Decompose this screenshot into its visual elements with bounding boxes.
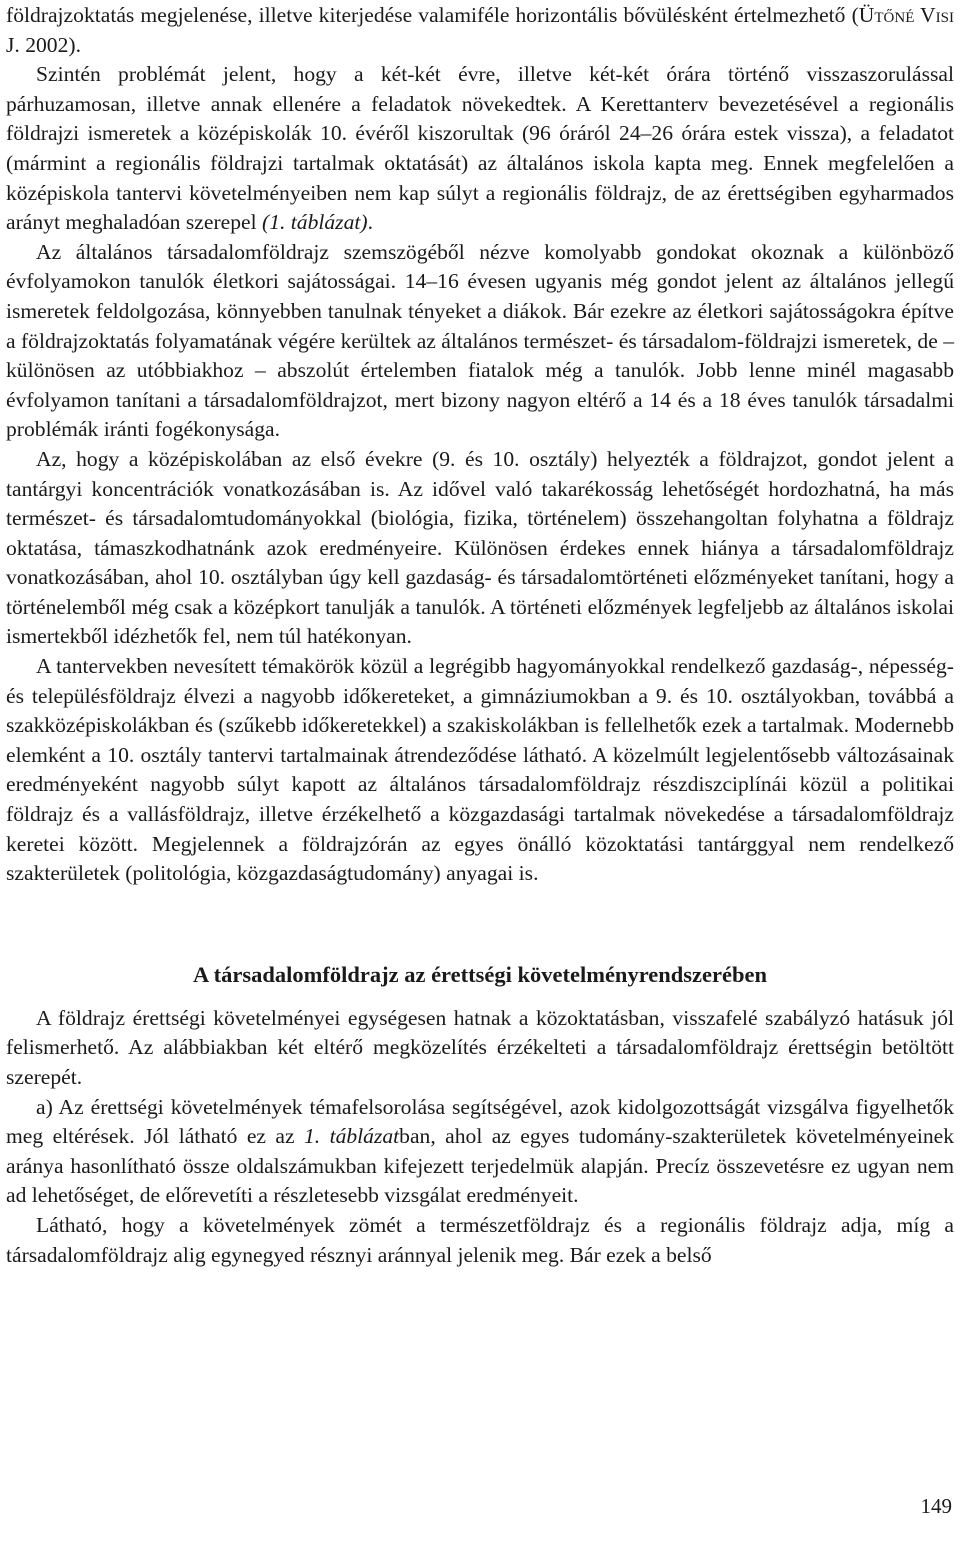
paragraph: a) Az érettségi követelmények témafelsorolása segítségével, azok kidolgozottságát vizsgálva figyelhetők meg eltérések. Jól látható ez az 1. táblázatban, ahol az egyes tudomány-szakterületek követelményeinek aránya hasonlítható össze oldalszámukban kifejezett terjedelmük alapján. Precíz összevetésre ez ugyan nem ad lehetőséget, de előrevetíti a részletesebb vizsgálat eredményeit. [6,1094,954,1208]
body-text-section-2 [6,1004,954,1270]
paragraph: Az általános társadalomföldrajz szemszögéből nézve komolyabb gondokat okoznak a különböző évfolyamokon tanulók életkori sajátosságai. 14–16 évesen ugyanis még gondot jelent az általános jellegű ismeretek feldolgozása, könnyebben tanulnak tényeket a diákok. Bár ezekre az életkori sajátosságokra építve a földrajzoktatás folyamatának végére kerültek az általános természet- és társadalom-földrajzi ismeretek, de – különösen az utóbbiakhoz – abszolút értelemben fiatalok még a tanulók. Jobb lenne minél magasabb évfolyamon tanítani a társadalomföldrajzot, mert bizony nagyon eltérő a 14 és a 18 éves tanulók társadalmi problémák iránti fogékonysága. [6,239,954,442]
paragraph: Látható, hogy a követelmények zömét a természetföldrajz és a regionális földrajz adja, míg a társadalomföldrajz alig egynegyed résznyi aránnyal jelenik meg. Bár ezek a belső [6,1212,954,1267]
paragraph: Az, hogy a középiskolában az első évekre (9. és 10. osztály) helyezték a földrajzot, gondot jelent a tantárgyi koncentrációk vonatkozásában is. Az idővel való takarékosság lehetőségét hordozhatná, ha más természet- és társadalomtudományokkal (biológia, fizika, történelem) összehangoltan folyhatna a földrajz oktatása, támaszkodhatnánk azok eredményeire. Különösen érdekes ennek hiánya a társadalomföldrajz vonatkozásában, ahol 10. osztályban úgy kell gazdaság- és társadalomtörténeti előzményeket tanítani, hogy a történelemből még csak a középkort tanulják a tanulók. A történeti előzmények legfeljebb az általános iskolai ismertekből idézhetők fel, nem túl hatékonyan. [6,446,954,649]
section-heading: A társadalomföldrajz az érettségi követelményrendszerében [192,961,768,987]
paragraph: földrajzoktatás megjelenése, illetve kiterjedése valamiféle horizontális bővülésként értelmezhető (Ütőné Visi J. 2002). [6,3,954,57]
page-number: 149 [920,1494,952,1518]
page-body [6,0,954,1270]
paragraph: A tantervekben nevesített témakörök közül a legrégibb hagyományokkal rendelkező gazdaság-, népesség- és településföldrajz élvezi a nagyobb időkereteket, a gimnáziumokban a 9. és 10. osztályokban, továbbá a szakközépiskolákban és (szűkebb időkeretekkel) a szakiskolákban is fellelhetők ezek a tartalmak. Modernebb elemként a 10. osztály tantervi tartalmainak átrendeződése látható. A közelmúlt legjelentősebb változásainak eredményeként nagyobb súlyt kapott az általános társadalomföldrajz részdiszciplínái közül a politikai földrajz és a vallásföldrajz, illetve érzékelhető a közgazdasági tartalmak növekedése a társadalomföldrajz keretei között. Megjelennek a földrajzórán az egyes önálló közoktatási tantárggyal nem rendelkező szakterületek (politológia, közgazdaságtudomány) anyagai is. [6,654,954,886]
body-text-section-1 [6,1,954,889]
paragraph: A földrajz érettségi követelményei egységesen hatnak a közoktatásban, visszafelé szabályzó hatásuk jól felismerhető. Az alábbiakban két eltérő megközelítés érzékelteti a társadalomföldrajz érettségin betöltött szerepét. [6,1005,954,1089]
paragraph: Szintén problémát jelent, hogy a két-két évre, illetve két-két órára történő visszaszorulással párhuzamosan, illetve annak ellenére a feladatok növekedtek. A Kerettanterv bevezetésével a regionális földrajzi ismeretek a középiskolák 10. évéről kiszorultak (96 óráról 24–26 órára estek vissza), a feladatot (mármint a regionális földrajzi tartalmak oktatását) az általános iskola kapta meg. Ennek megfelelően a középiskola tantervi követelményeiben nem kap súlyt a regionális földrajz, de az érettségiben egyharmados arányt meghaladóan szerepel (1. táblázat). [6,62,954,235]
